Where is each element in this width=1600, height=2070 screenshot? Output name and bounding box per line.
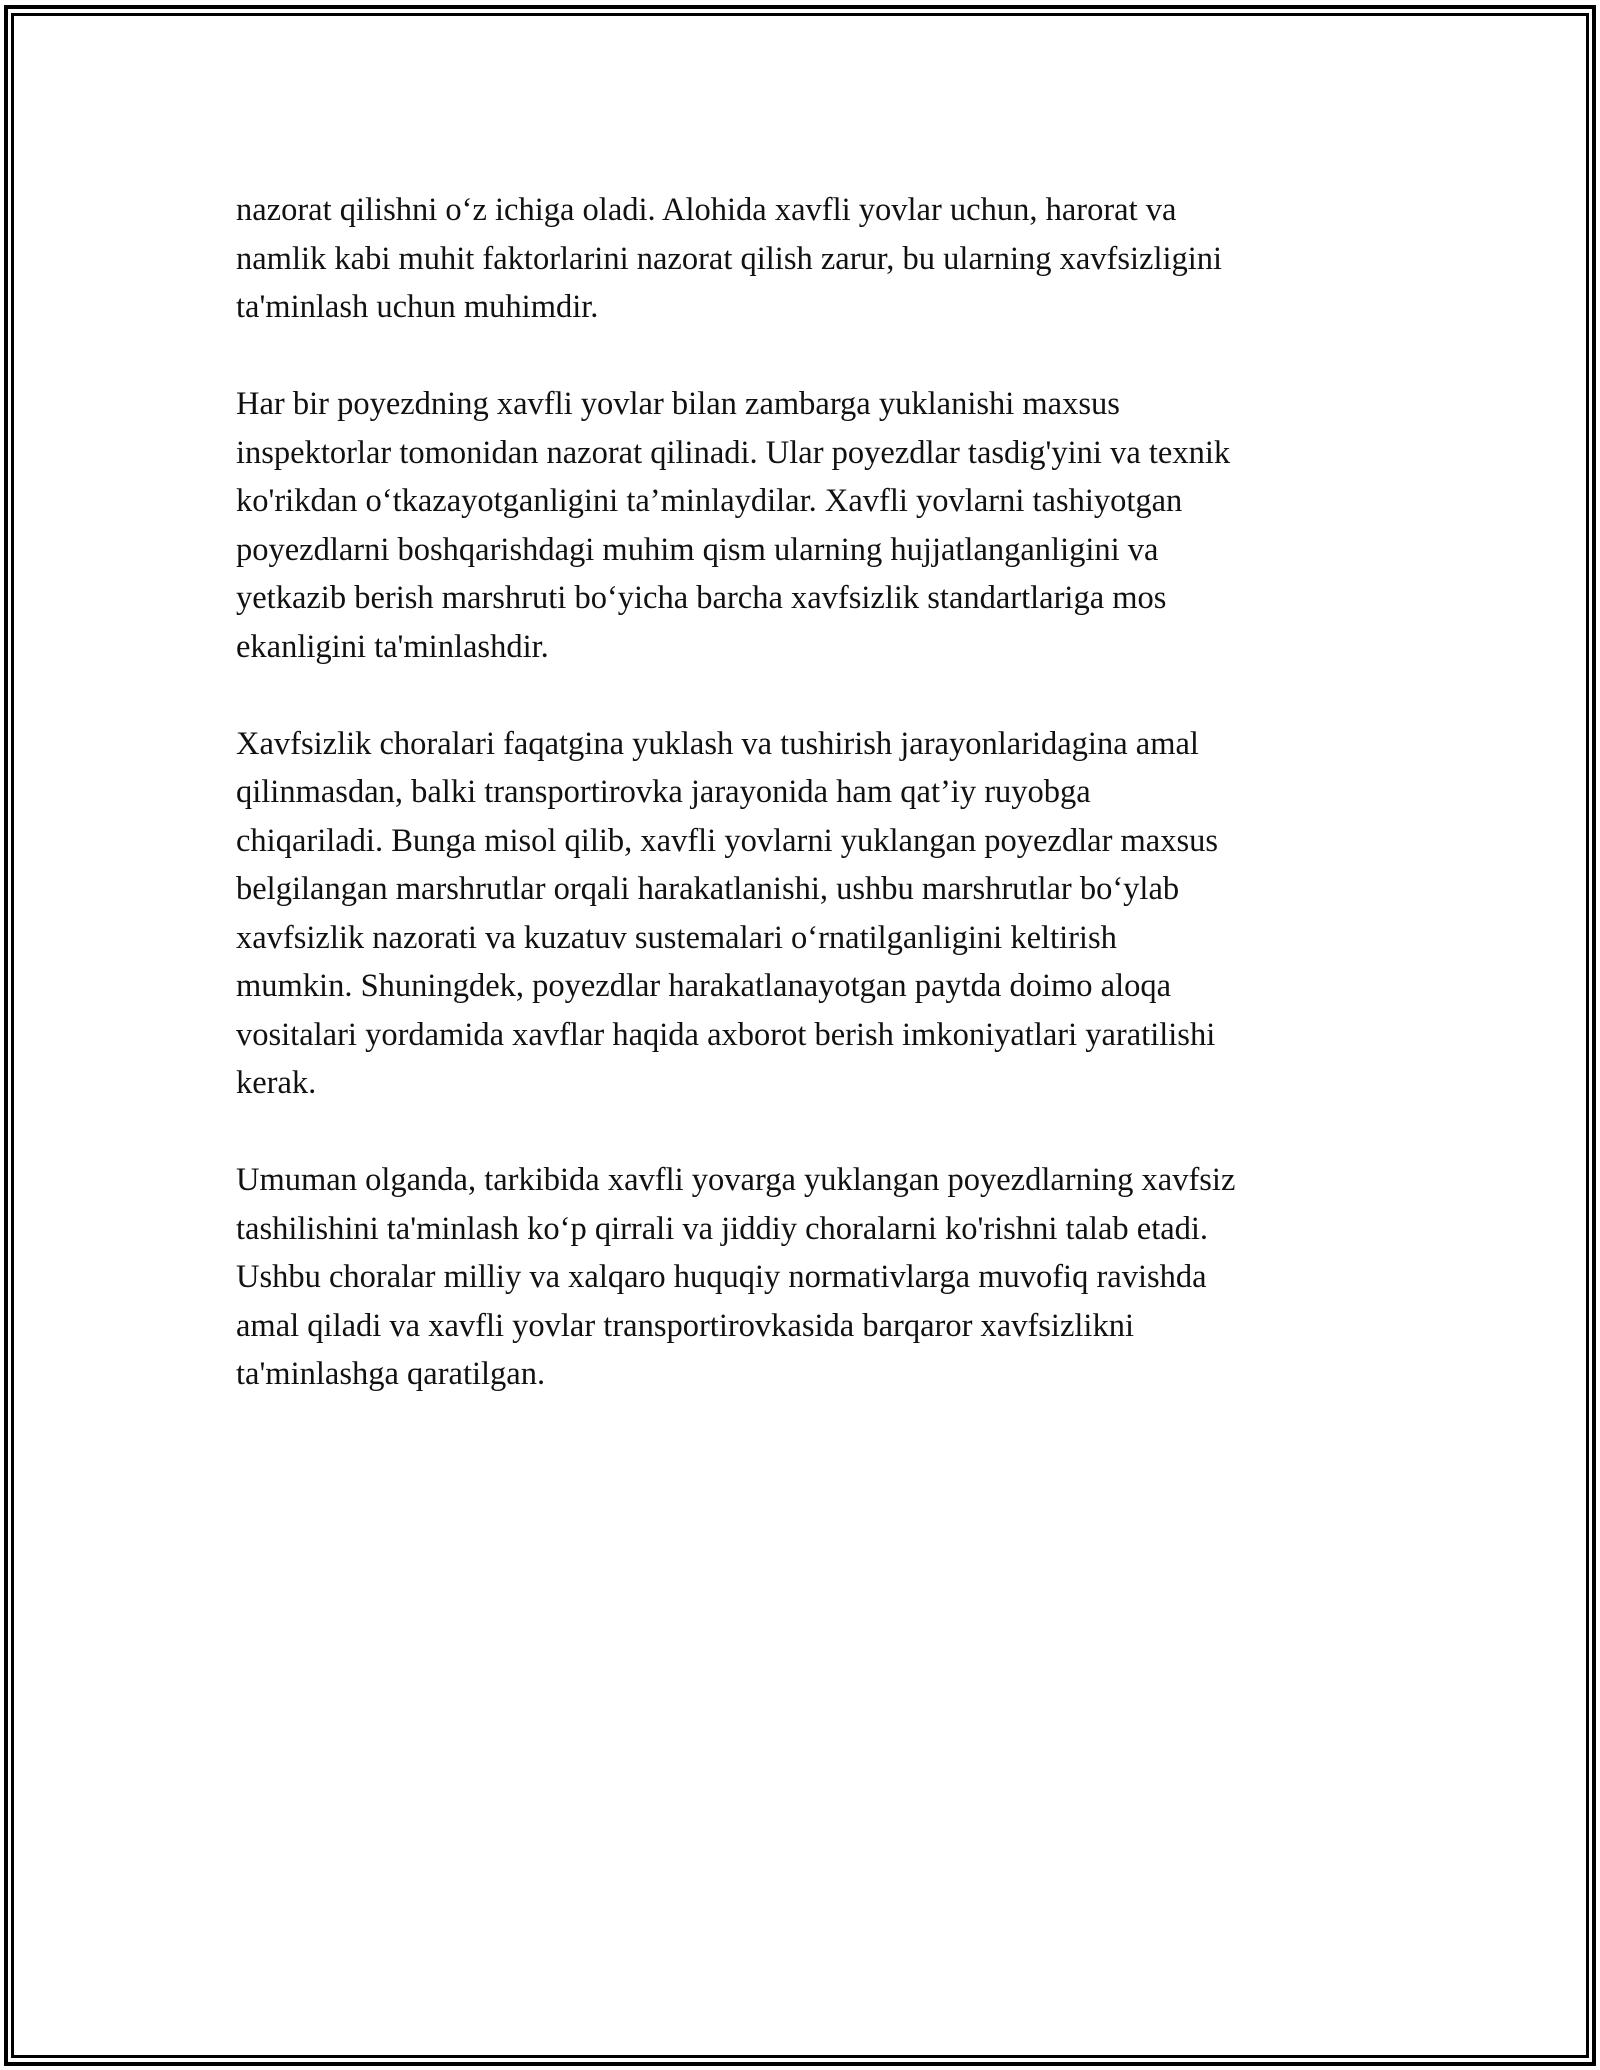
paragraph-line: ekanligini ta'minlashdir. xyxy=(236,628,549,665)
paragraph-line: mumkin. Shuningdek, poyezdlar harakatlanayotgan paytda doimo aloqa xyxy=(236,968,1172,1004)
paragraph-2 xyxy=(236,380,1376,671)
paragraph-line: inspektorlar tomonidan nazorat qilinadi. Ular poyezdlar tasdig'yini va texnik xyxy=(236,434,1231,471)
paragraph-line: namlik kabi muhit faktorlarini nazorat qilish zarur, bu ularning xavfsizligini xyxy=(236,240,1223,277)
paragraph-line: belgilangan marshrutlar orqali harakatlanishi, ushbu marshrutlar bo‘ylab xyxy=(236,871,1180,907)
paragraph-line: ta'minlashga qaratilgan. xyxy=(236,1356,546,1392)
paragraph-line: amal qiladi va xavfli yovlar transportirovkasida barqaror xavfsizlikni xyxy=(236,1307,1134,1344)
paragraph-line: Xavfsizlik choralari faqatgina yuklash va tushirish jarayonlaridagina amal xyxy=(236,725,1199,762)
paragraph-line: poyezdlarni boshqarishdagi muhim qism ularning hujjatlanganligini va xyxy=(236,531,1159,568)
paragraph-1 xyxy=(236,186,1376,332)
paragraph-3 xyxy=(236,720,1376,1108)
paragraph-line: chiqariladi. Bunga misol qilib, xavfli yovlarni yuklangan poyezdlar maxsus xyxy=(236,822,1219,859)
paragraph-line: ko'rikdan o‘tkazayotganligini ta’minlaydilar. Xavfli yovlarni tashiyotgan xyxy=(236,483,1183,519)
paragraph-line: vositalari yordamida xavflar haqida axborot berish imkoniyatlari yaratilishi xyxy=(236,1016,1216,1053)
paragraph-line: ta'minlash uchun muhimdir. xyxy=(236,289,599,325)
paragraph-line: Umuman olganda, tarkibida xavfli yovarga yuklangan poyezdlarning xavfsiz xyxy=(236,1162,1236,1198)
paragraph-line: qilinmasdan, balki transportirovka jarayonida ham qat’iy ruyobga xyxy=(236,774,1091,810)
paragraph-line: yetkazib berish marshruti bo‘yicha barcha xavfsizlik standartlariga mos xyxy=(236,580,1167,616)
document-body xyxy=(236,186,1376,1447)
paragraph-line: tashilishini ta'minlash ko‘p qirrali va jiddiy choralarni ko'rishni talab etadi. xyxy=(236,1210,1209,1247)
paragraph-line: Ushbu choralar milliy va xalqaro huquqiy normativlarga muvofiq ravishda xyxy=(236,1259,1207,1295)
paragraph-4 xyxy=(236,1156,1376,1399)
paragraph-line: kerak. xyxy=(236,1065,317,1101)
paragraph-line: Har bir poyezdning xavfli yovlar bilan zambarga yuklanishi maxsus xyxy=(236,386,1120,422)
paragraph-line: nazorat qilishni o‘z ichiga oladi. Alohida xavfli yovlar uchun, harorat va xyxy=(236,192,1177,228)
paragraph-line: xavfsizlik nazorati va kuzatuv sustemalari o‘rnatilganligini keltirish xyxy=(236,919,1117,956)
